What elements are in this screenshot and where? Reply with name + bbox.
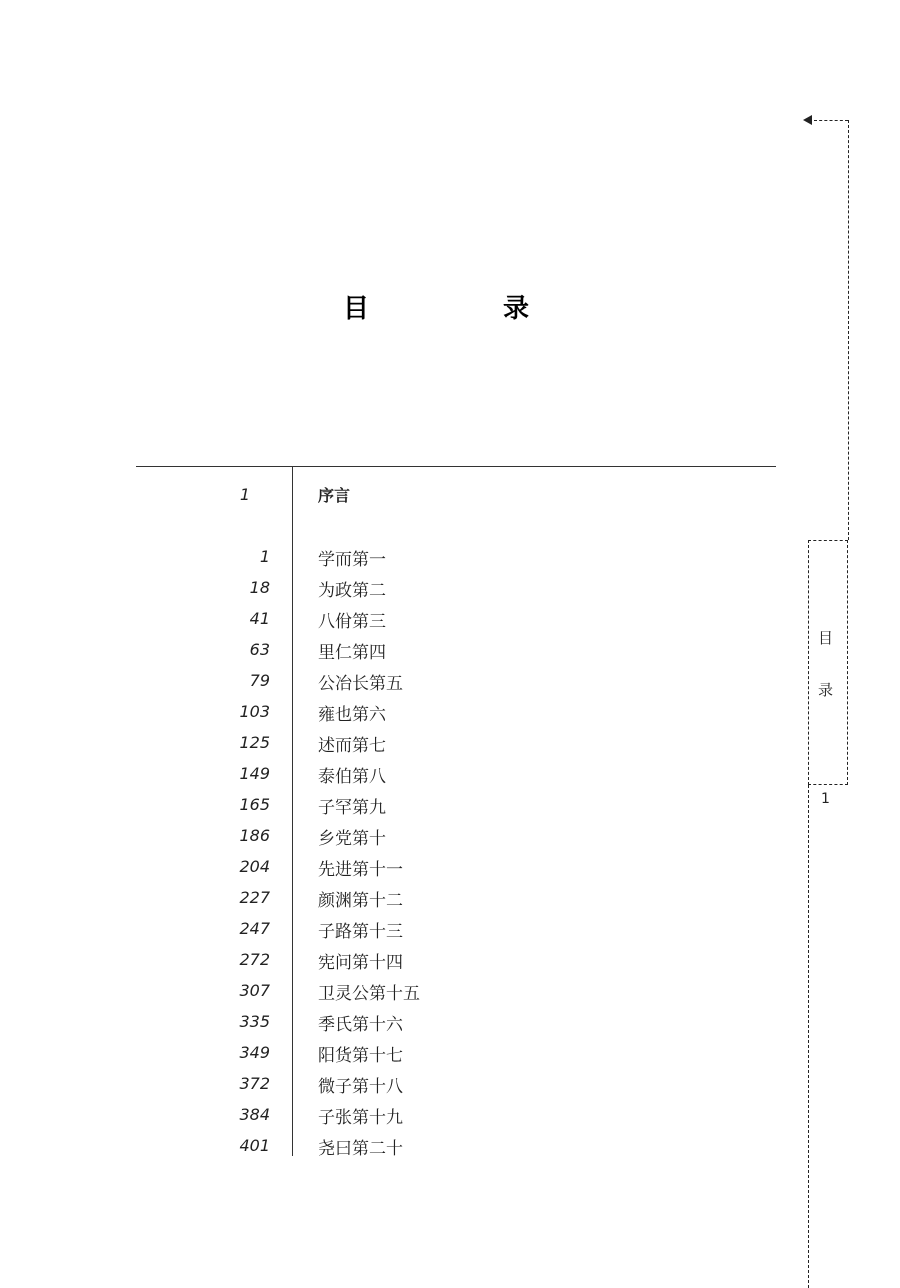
toc-entry[interactable]: [0, 942, 700, 973]
toc-page-number: 18: [249, 578, 270, 597]
toc-entry[interactable]: [0, 694, 700, 725]
toc-label: 子路第十三: [318, 922, 403, 942]
toc-page-number: 349: [239, 1043, 270, 1062]
toc-label: 季氏第十六: [318, 1015, 403, 1035]
toc-page-number: 272: [239, 950, 270, 969]
toc-label: 为政第二: [318, 581, 386, 601]
toc-page-number: 149: [239, 764, 270, 783]
toc-page-number: 1: [259, 547, 270, 566]
side-tab-toc[interactable]: [808, 540, 848, 785]
page-number: 1: [821, 791, 830, 807]
toc-page-number: 247: [239, 919, 270, 938]
toc-label: 子罕第九: [318, 798, 386, 818]
side-tab-char: 录: [818, 681, 834, 699]
page-title: 目 录: [342, 294, 583, 324]
toc-label: 子张第十九: [318, 1108, 403, 1128]
toc-label: 阳货第十七: [318, 1046, 403, 1066]
toc-entry[interactable]: [0, 787, 700, 818]
toc-label: 泰伯第八: [318, 767, 386, 787]
toc-entry[interactable]: [0, 539, 700, 570]
toc-page-number: 63: [249, 640, 270, 659]
toc-entry[interactable]: [0, 632, 700, 663]
dashed-connector: [848, 120, 849, 540]
toc-label: 先进第十一: [318, 860, 403, 880]
toc-entry[interactable]: [0, 601, 700, 632]
toc-label: 里仁第四: [318, 643, 386, 663]
toc-entry[interactable]: [0, 570, 700, 601]
toc-label: 序言: [318, 486, 351, 505]
side-tab-char: 目: [818, 629, 834, 647]
toc-page-number: 307: [239, 981, 270, 1000]
toc-entry[interactable]: [0, 1004, 700, 1035]
header-rule: [136, 466, 776, 467]
toc-page-number: 1: [239, 485, 250, 504]
toc-page-number: 401: [239, 1136, 270, 1155]
toc-page-number: 103: [239, 702, 270, 721]
toc-label: 公冶长第五: [318, 674, 403, 694]
toc-page-number: 204: [239, 857, 270, 876]
toc-label: 微子第十八: [318, 1077, 403, 1097]
toc-label: 尧曰第二十: [318, 1139, 403, 1159]
toc-entry[interactable]: [0, 1066, 700, 1097]
toc-label: 颜渊第十二: [318, 891, 403, 911]
toc-entry[interactable]: [0, 1097, 700, 1128]
dashed-connector: [808, 785, 809, 1288]
toc-page-number: 372: [239, 1074, 270, 1093]
toc-entry[interactable]: [0, 1128, 700, 1159]
toc-entry[interactable]: [0, 911, 700, 942]
toc-label: 学而第一: [318, 550, 386, 570]
toc-label: 雍也第六: [318, 705, 386, 725]
toc-entry[interactable]: [0, 663, 700, 694]
toc-page-number: 79: [249, 671, 270, 690]
toc-entry-preface[interactable]: [0, 477, 700, 508]
arrow-left-icon[interactable]: [803, 115, 812, 125]
toc-label: 宪问第十四: [318, 953, 403, 973]
toc-page-number: 41: [249, 609, 270, 628]
toc-page-number: 165: [239, 795, 270, 814]
toc-page-number: 227: [239, 888, 270, 907]
toc-entry[interactable]: [0, 880, 700, 911]
dashed-connector: [814, 120, 848, 121]
toc-page-number: 125: [239, 733, 270, 752]
toc-entry[interactable]: [0, 973, 700, 1004]
toc-entry[interactable]: [0, 725, 700, 756]
toc-entry[interactable]: [0, 1035, 700, 1066]
toc-label: 述而第七: [318, 736, 386, 756]
toc-label: 八佾第三: [318, 612, 386, 632]
toc-entry[interactable]: [0, 818, 700, 849]
toc-page-number: 384: [239, 1105, 270, 1124]
toc-label: 乡党第十: [318, 829, 386, 849]
toc-page-number: 186: [239, 826, 270, 845]
toc-label: 卫灵公第十五: [318, 984, 420, 1004]
toc-entry[interactable]: [0, 849, 700, 880]
toc-page-number: 335: [239, 1012, 270, 1031]
toc-entry[interactable]: [0, 756, 700, 787]
